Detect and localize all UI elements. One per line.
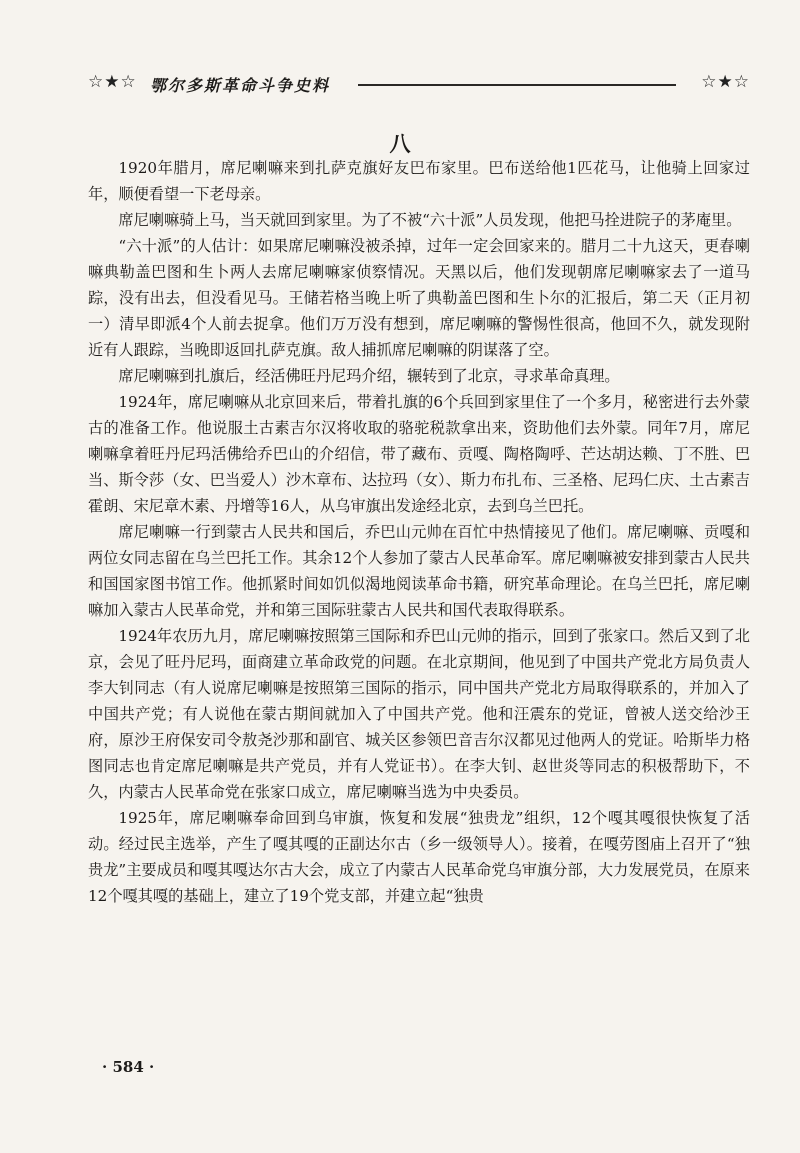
header-title: 鄂尔多斯革命斗争史料 [150, 76, 331, 95]
paragraph-1: 1920年腊月，席尼喇嘛来到扎萨克旗好友巴布家里。巴布送给他1匹花马，让他骑上回家过年，顺便看望一下老母亲。 [88, 159, 750, 203]
paragraph-7: 1924年农历九月，席尼喇嘛按照第三国际和乔巴山元帅的指示，回到了张家口。然后又到了北京，会见了旺丹尼玛，面商建立革命政党的问题。在北京期间，他见到了中国共产党北方局负责人李大钊同志（有人说席尼喇嘛是按照第三国际的指示，同中国共产党北方局取得联系的，并加入了中国共产党；有人说他在蒙古期间就加入了中国共产党。他和汪震东的党证，曾被人送交给沙王府，原沙王府保安司令敖尧沙那和副官、城关区参领巴音吉尔汉都见过他两人的党证。哈斯毕力格图同志也肯定席尼喇嘛是共产党员，并有人党证书）。在李大钊、赵世炎等同志的积极帮助下，不久，内蒙古人民革命党在张家口成立，席尼喇嘛当选为中央委员。 [88, 627, 750, 801]
paragraph-6: 席尼喇嘛一行到蒙古人民共和国后，乔巴山元帅在百忙中热情接见了他们。席尼喇嘛、贡嘎和两位女同志留在乌兰巴托工作。其余12个人参加了蒙古人民革命军。席尼喇嘛被安排到蒙古人民共和国国家图书馆工作。他抓紧时间如饥似渴地阅读革命书籍，研究革命理论。在乌兰巴托，席尼喇嘛加入蒙古人民革命党，并和第三国际驻蒙古人民共和国代表取得联系。 [88, 523, 750, 619]
page-number: · 584 · [102, 1058, 155, 1076]
body-text [88, 155, 750, 909]
header-rule [358, 84, 676, 86]
paragraph-4: 席尼喇嘛到扎旗后，经活佛旺丹尼玛介绍，辗转到了北京，寻求革命真理。 [118, 367, 620, 385]
running-header [88, 70, 750, 100]
paragraph-3: “六十派”的人估计：如果席尼喇嘛没被杀掉，过年一定会回家来的。腊月二十九这天，更春喇嘛典勒盖巴图和生卜两人去席尼喇嘛家侦察情况。天黑以后，他们发现朝席尼喇嘛家去了一道马踪，没有出去，但没看见马。王储若格当晚上听了典勒盖巴图和生卜尔的汇报后，第二天（正月初一）清早即派4个人前去捉拿。他们万万没有想到，席尼喇嘛的警惕性很高，他回不久，就发现附近有人跟踪，当晚即返回扎萨克旗。敌人捕抓席尼喇嘛的阴谋落了空。 [88, 237, 750, 359]
paragraph-2: 席尼喇嘛骑上马，当天就回到家里。为了不被“六十派”人员发现，他把马拴进院子的茅庵里。 [118, 211, 742, 229]
header-stars-left-icon: ☆★☆ [88, 72, 137, 92]
paragraph-8: 1925年，席尼喇嘛奉命回到乌审旗，恢复和发展“独贵龙”组织，12个嘎其嘎很快恢复了活动。经过民主选举，产生了嘎其嘎的正副达尔古（乡一级领导人）。接着，在嘎劳图庙上召开了“独贵龙”主要成员和嘎其嘎达尔古大会，成立了内蒙古人民革命党乌审旗分部，大力发展党员，在原来12个嘎其嘎的基础上，建立了19个党支部，并建立起“独贵 [88, 809, 750, 905]
header-stars-right-icon: ☆★☆ [701, 72, 750, 92]
section-title: 八 [389, 131, 411, 156]
paragraph-5: 1924年，席尼喇嘛从北京回来后，带着扎旗的6个兵回到家里住了一个多月，秘密进行去外蒙古的准备工作。他说服土古素吉尔汉将收取的骆驼税款拿出来，资助他们去外蒙。同年7月，席尼喇嘛拿着旺丹尼玛活佛给乔巴山的介绍信，带了藏布、贡嘎、陶格陶呼、芒达胡达赖、丁不胜、巴当、斯令莎（女、巴当爱人）沙木章布、达拉玛（女）、斯力布扎布、三圣格、尼玛仁庆、土古素吉霍朗、宋尼章木素、丹增等16人，从乌审旗出发途经北京，去到乌兰巴托。 [88, 393, 750, 515]
